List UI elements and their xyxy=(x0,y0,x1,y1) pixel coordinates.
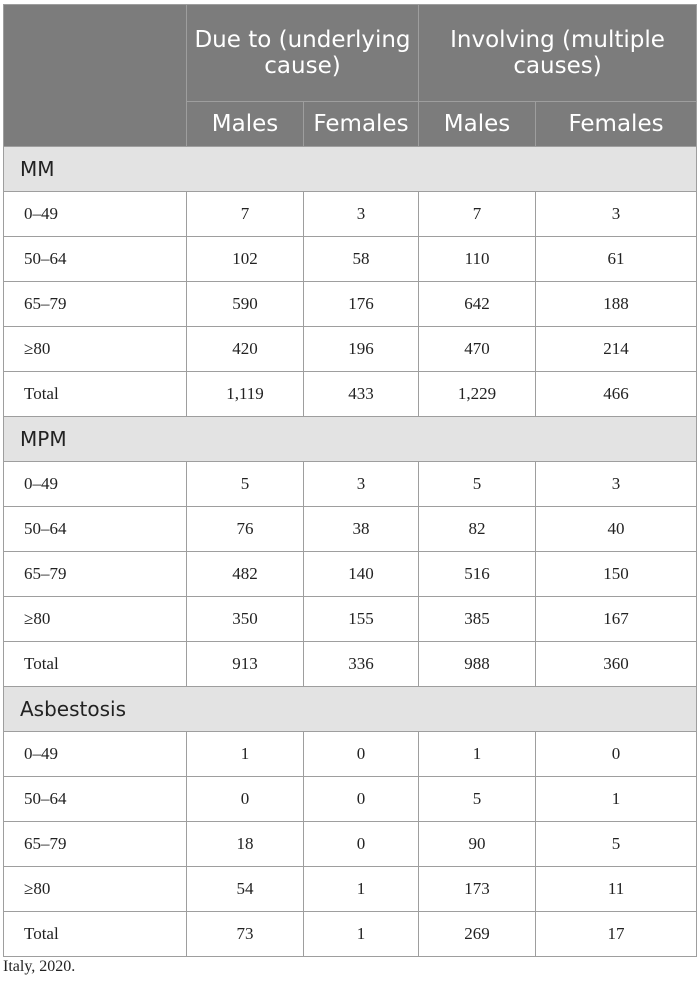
table-row xyxy=(4,192,697,237)
mortality-table xyxy=(3,4,697,957)
involving-females-cell: 5 xyxy=(536,822,697,867)
due-females-cell: 38 xyxy=(304,507,419,552)
due-males-cell: 73 xyxy=(187,912,304,957)
header-involving xyxy=(419,5,697,102)
involving-males-cell: 90 xyxy=(419,822,536,867)
table-row xyxy=(4,642,697,687)
involving-males-cell: 385 xyxy=(419,597,536,642)
due-females-cell: 433 xyxy=(304,372,419,417)
table-row xyxy=(4,867,697,912)
due-males-cell: 5 xyxy=(187,462,304,507)
table-header xyxy=(4,5,697,147)
header-due-to-label: Due to (underlying cause) xyxy=(194,27,411,79)
table-row xyxy=(4,327,697,372)
row-label: Total xyxy=(4,642,187,687)
table-row xyxy=(4,462,697,507)
due-females-cell: 1 xyxy=(304,867,419,912)
due-females-cell: 3 xyxy=(304,192,419,237)
involving-males-cell: 7 xyxy=(419,192,536,237)
row-label: 65–79 xyxy=(4,282,187,327)
due-females-cell: 1 xyxy=(304,912,419,957)
row-label: ≥80 xyxy=(4,327,187,372)
involving-males-cell: 173 xyxy=(419,867,536,912)
row-label: 50–64 xyxy=(4,237,187,282)
header-involving-females: Females xyxy=(536,102,697,147)
due-females-cell: 58 xyxy=(304,237,419,282)
header-group-row xyxy=(4,5,697,102)
involving-males-cell: 516 xyxy=(419,552,536,597)
row-label: 65–79 xyxy=(4,822,187,867)
involving-females-cell: 17 xyxy=(536,912,697,957)
due-females-cell: 0 xyxy=(304,732,419,777)
header-due-to xyxy=(187,5,419,102)
table-row xyxy=(4,282,697,327)
involving-females-cell: 40 xyxy=(536,507,697,552)
header-blank-cell xyxy=(4,5,187,147)
involving-males-cell: 470 xyxy=(419,327,536,372)
header-involving-males: Males xyxy=(419,102,536,147)
due-males-cell: 913 xyxy=(187,642,304,687)
table-row xyxy=(4,552,697,597)
due-females-cell: 3 xyxy=(304,462,419,507)
section-header-row xyxy=(4,417,697,462)
involving-males-cell: 82 xyxy=(419,507,536,552)
section-header-row xyxy=(4,687,697,732)
involving-males-cell: 1,229 xyxy=(419,372,536,417)
header-involving-label: Involving (multiple causes) xyxy=(450,27,665,79)
header-due-females: Females xyxy=(304,102,419,147)
table-row xyxy=(4,597,697,642)
involving-males-cell: 110 xyxy=(419,237,536,282)
due-females-cell: 155 xyxy=(304,597,419,642)
due-females-cell: 196 xyxy=(304,327,419,372)
involving-females-cell: 150 xyxy=(536,552,697,597)
due-males-cell: 1 xyxy=(187,732,304,777)
involving-males-cell: 988 xyxy=(419,642,536,687)
involving-females-cell: 11 xyxy=(536,867,697,912)
row-label: 0–49 xyxy=(4,192,187,237)
due-males-cell: 7 xyxy=(187,192,304,237)
table-row xyxy=(4,237,697,282)
section-title: Asbestosis xyxy=(4,687,697,732)
involving-females-cell: 167 xyxy=(536,597,697,642)
table-body xyxy=(4,147,697,957)
table-row xyxy=(4,507,697,552)
row-label: 0–49 xyxy=(4,732,187,777)
header-due-males: Males xyxy=(187,102,304,147)
table-row xyxy=(4,912,697,957)
due-females-cell: 336 xyxy=(304,642,419,687)
section-title: MPM xyxy=(4,417,697,462)
due-males-cell: 350 xyxy=(187,597,304,642)
section-title: MM xyxy=(4,147,697,192)
due-males-cell: 54 xyxy=(187,867,304,912)
due-males-cell: 76 xyxy=(187,507,304,552)
row-label: 50–64 xyxy=(4,777,187,822)
row-label: ≥80 xyxy=(4,597,187,642)
row-label: 50–64 xyxy=(4,507,187,552)
due-males-cell: 1,119 xyxy=(187,372,304,417)
due-males-cell: 0 xyxy=(187,777,304,822)
involving-males-cell: 5 xyxy=(419,777,536,822)
involving-females-cell: 1 xyxy=(536,777,697,822)
due-males-cell: 420 xyxy=(187,327,304,372)
due-males-cell: 102 xyxy=(187,237,304,282)
involving-females-cell: 214 xyxy=(536,327,697,372)
due-females-cell: 0 xyxy=(304,777,419,822)
due-females-cell: 0 xyxy=(304,822,419,867)
involving-females-cell: 3 xyxy=(536,192,697,237)
involving-males-cell: 5 xyxy=(419,462,536,507)
involving-females-cell: 61 xyxy=(536,237,697,282)
row-label: 0–49 xyxy=(4,462,187,507)
table-footnote: Italy, 2020. xyxy=(3,958,76,975)
table-row xyxy=(4,777,697,822)
involving-females-cell: 466 xyxy=(536,372,697,417)
involving-females-cell: 0 xyxy=(536,732,697,777)
table-row xyxy=(4,822,697,867)
due-males-cell: 590 xyxy=(187,282,304,327)
row-label: Total xyxy=(4,372,187,417)
involving-females-cell: 360 xyxy=(536,642,697,687)
due-males-cell: 18 xyxy=(187,822,304,867)
row-label: ≥80 xyxy=(4,867,187,912)
table-row xyxy=(4,732,697,777)
involving-males-cell: 269 xyxy=(419,912,536,957)
table-row xyxy=(4,372,697,417)
row-label: 65–79 xyxy=(4,552,187,597)
due-females-cell: 176 xyxy=(304,282,419,327)
due-males-cell: 482 xyxy=(187,552,304,597)
due-females-cell: 140 xyxy=(304,552,419,597)
row-label: Total xyxy=(4,912,187,957)
involving-females-cell: 3 xyxy=(536,462,697,507)
involving-males-cell: 642 xyxy=(419,282,536,327)
involving-males-cell: 1 xyxy=(419,732,536,777)
involving-females-cell: 188 xyxy=(536,282,697,327)
section-header-row xyxy=(4,147,697,192)
